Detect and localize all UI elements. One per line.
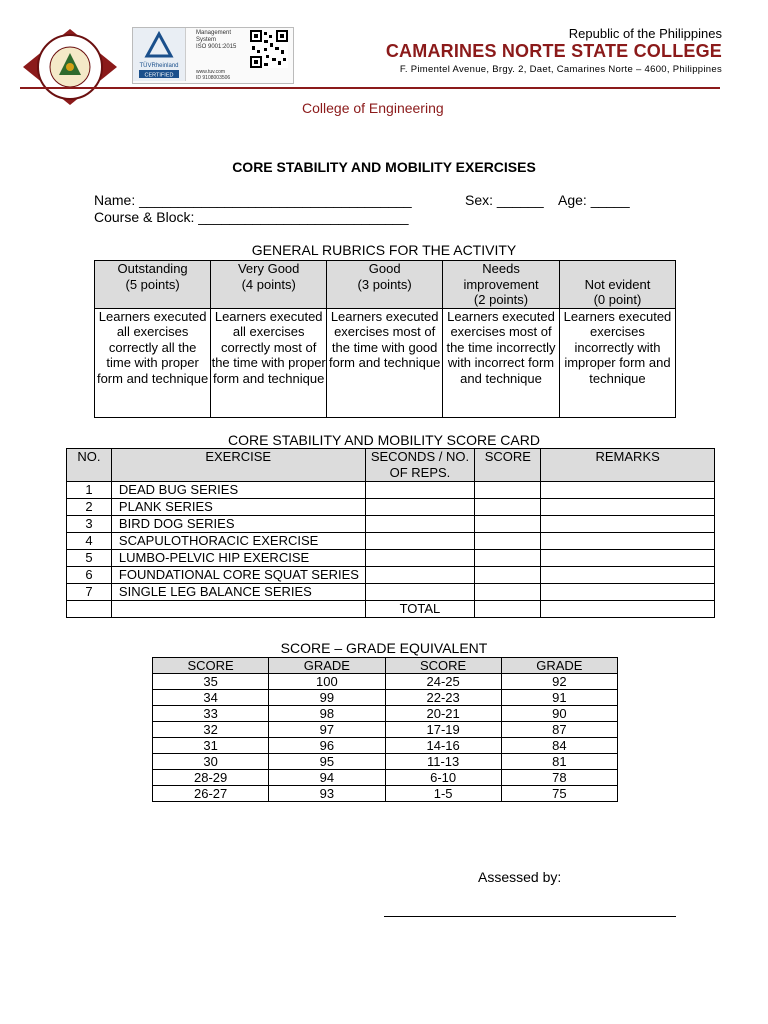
rubric-desc-not-evident: Learners executed exercises incorrectly with improper form and technique — [559, 308, 675, 417]
score-cell[interactable] — [475, 567, 541, 584]
rubric-level-not-evident: Not evident (0 point) — [559, 261, 675, 309]
rubric-desc-outstanding: Learners executed all exercises correctly all the time with proper form and technique — [95, 308, 211, 417]
reps-cell[interactable] — [365, 482, 475, 499]
score-cell[interactable] — [475, 584, 541, 601]
rubrics-heading: GENERAL RUBRICS FOR THE ACTIVITY — [251, 242, 517, 258]
college-seal-logo — [21, 27, 119, 107]
college-name: CAMARINES NORTE STATE COLLEGE — [385, 41, 722, 61]
assessed-by-label: Assessed by: — [478, 869, 562, 885]
header-divider — [20, 87, 720, 89]
rubric-level-needs-improvement: Needs improvement (2 points) — [443, 261, 560, 309]
total-label: TOTAL — [365, 601, 475, 618]
rubric-desc-very-good: Learners executed all exercises correctly most of the time with proper form and technique — [211, 308, 327, 417]
remarks-cell[interactable] — [541, 567, 715, 584]
col-score: SCORE — [475, 449, 541, 482]
cert-url-text: www.tuv.com ID 9108003506 — [196, 69, 231, 81]
rubrics-description-row — [95, 308, 676, 417]
rubrics-table — [94, 260, 676, 418]
scorecard-table — [66, 448, 715, 618]
rubrics-header-row — [95, 261, 676, 309]
remarks-cell[interactable] — [541, 584, 715, 601]
scorecard-heading: CORE STABILITY AND MOBILITY SCORE CARD — [228, 432, 540, 448]
tuv-certified: CERTIFIED — [144, 72, 174, 79]
col-no: NO. — [67, 449, 112, 482]
col-seconds-reps: SECONDS / NO. OF REPS. — [365, 449, 475, 482]
grades-heading: SCORE – GRADE EQUIVALENT — [280, 640, 488, 656]
grade-equivalent-table — [152, 657, 618, 802]
sex-field[interactable]: Sex: ______ — [465, 192, 544, 208]
table-row: 34 99 22-23 91 — [153, 690, 618, 706]
reps-cell[interactable] — [365, 550, 475, 567]
table-row: 1 DEAD BUG SERIES — [67, 482, 715, 499]
score-cell[interactable] — [475, 550, 541, 567]
table-row: 6 FOUNDATIONAL CORE SQUAT SERIES — [67, 567, 715, 584]
col-exercise: EXERCISE — [111, 449, 365, 482]
table-row: 26-27 93 1-5 75 — [153, 786, 618, 802]
iso-certification-badge — [132, 27, 294, 84]
score-cell[interactable] — [475, 533, 541, 550]
tuv-triangle-icon — [133, 28, 185, 81]
reps-cell[interactable] — [365, 567, 475, 584]
reps-cell[interactable] — [365, 516, 475, 533]
republic-text: Republic of the Philippines — [568, 26, 722, 41]
table-row: 5 LUMBO-PELVIC HIP EXERCISE — [67, 550, 715, 567]
college-address: F. Pimentel Avenue, Brgy. 2, Daet, Camarines Norte – 4600, Philippines — [399, 64, 722, 75]
total-row — [67, 601, 715, 618]
document-title: CORE STABILITY AND MOBILITY EXERCISES — [232, 159, 536, 175]
table-row: 28-29 94 6-10 78 — [153, 770, 618, 786]
rubric-level-good: Good (3 points) — [327, 261, 443, 309]
signature-line[interactable] — [384, 916, 676, 917]
table-row: 35 100 24-25 92 — [153, 674, 618, 690]
reps-cell[interactable] — [365, 533, 475, 550]
grades-header-row: SCORE GRADE SCORE GRADE — [153, 658, 618, 674]
rubric-desc-good: Learners executed exercises most of the time with good form and technique — [327, 308, 443, 417]
tuv-logo — [133, 28, 186, 81]
remarks-cell[interactable] — [541, 533, 715, 550]
age-field[interactable]: Age: _____ — [558, 192, 630, 208]
course-block-field[interactable]: Course & Block: ___________________________ — [94, 209, 409, 225]
table-row: 33 98 20-21 90 — [153, 706, 618, 722]
table-row: 2 PLANK SERIES — [67, 499, 715, 516]
total-score-cell[interactable] — [475, 601, 541, 618]
score-cell[interactable] — [475, 482, 541, 499]
department-name: College of Engineering — [302, 100, 444, 116]
tuv-brand: TÜVRheinland — [139, 63, 179, 69]
score-cell[interactable] — [475, 516, 541, 533]
remarks-cell[interactable] — [541, 499, 715, 516]
remarks-cell[interactable] — [541, 516, 715, 533]
name-field[interactable]: Name: ___________________________________ — [94, 192, 412, 208]
table-row: 30 95 11-13 81 — [153, 754, 618, 770]
management-system-text: Management System ISO 9001:2015 — [196, 30, 237, 50]
rubric-level-very-good: Very Good (4 points) — [211, 261, 327, 309]
scorecard-header-row — [67, 449, 715, 482]
table-row: 3 BIRD DOG SERIES — [67, 516, 715, 533]
remarks-cell[interactable] — [541, 550, 715, 567]
qr-code-icon — [250, 30, 288, 68]
reps-cell[interactable] — [365, 584, 475, 601]
table-row: 31 96 14-16 84 — [153, 738, 618, 754]
remarks-cell[interactable] — [541, 482, 715, 499]
col-remarks: REMARKS — [541, 449, 715, 482]
table-row: 7 SINGLE LEG BALANCE SERIES — [67, 584, 715, 601]
reps-cell[interactable] — [365, 499, 475, 516]
table-row: 4 SCAPULOTHORACIC EXERCISE — [67, 533, 715, 550]
rubric-level-outstanding: Outstanding (5 points) — [95, 261, 211, 309]
score-cell[interactable] — [475, 499, 541, 516]
table-row: 32 97 17-19 87 — [153, 722, 618, 738]
rubric-desc-needs-improvement: Learners executed exercises most of the time incorrectly with incorrect form and technique — [443, 308, 560, 417]
